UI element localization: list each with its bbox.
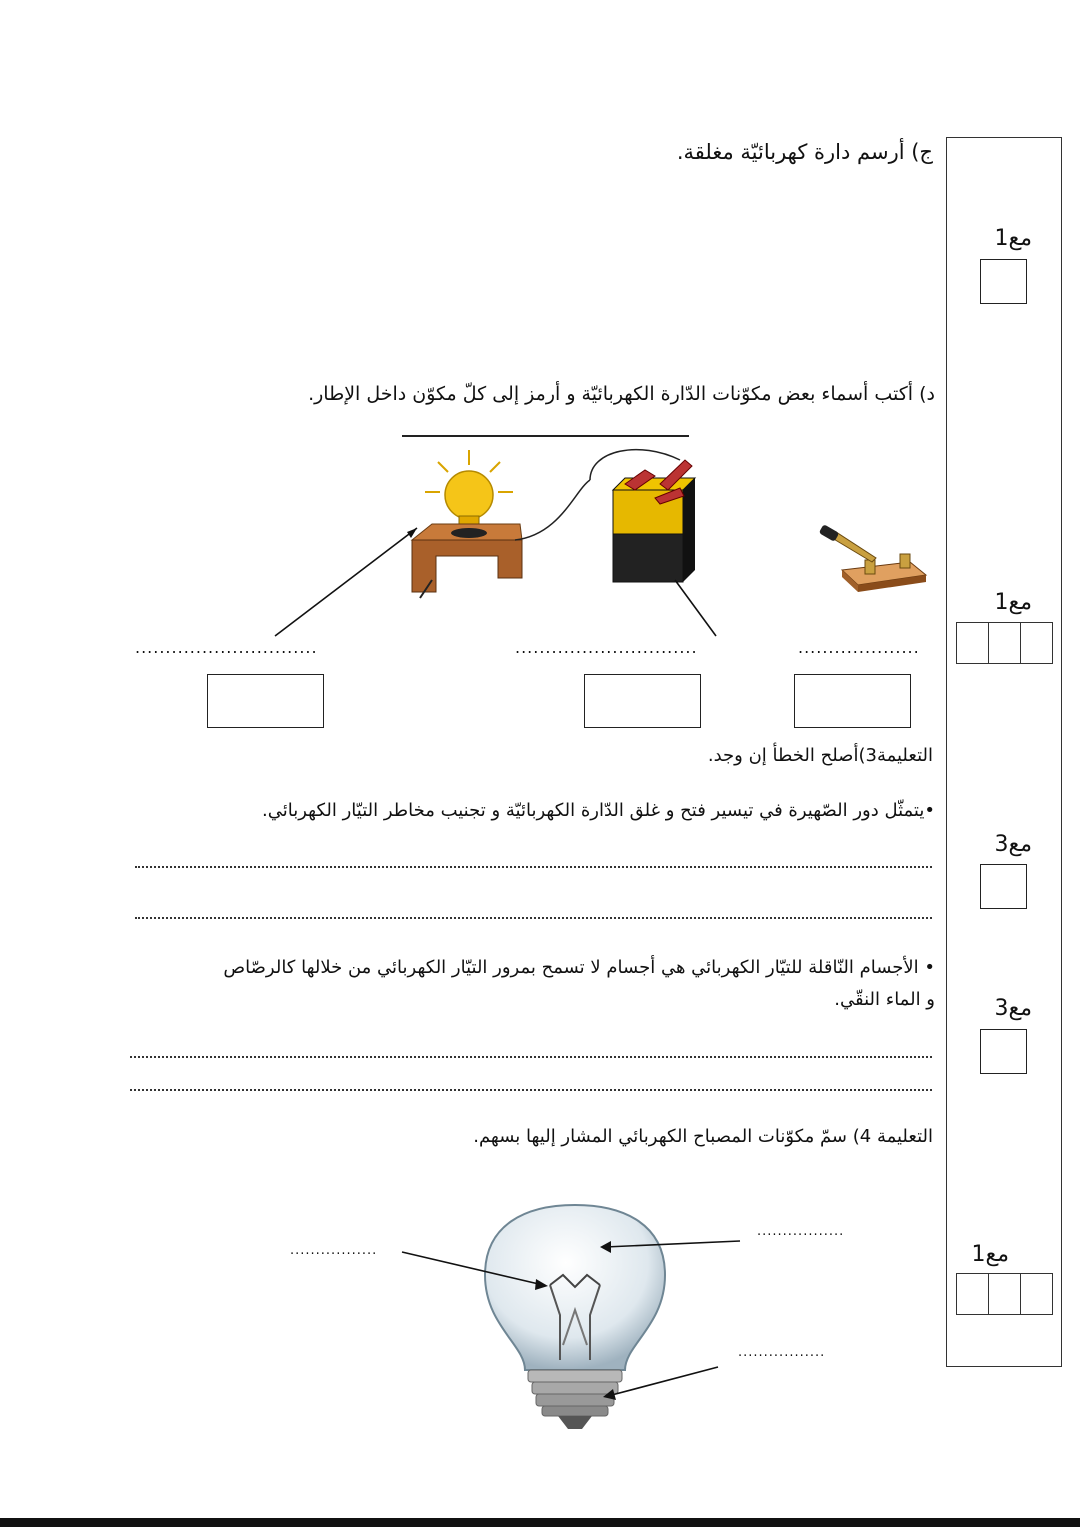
score-box[interactable]	[980, 1029, 1027, 1074]
section-c-title: ج) أرسم دارة كهربائيّة مغلقة.	[676, 140, 933, 164]
answer-line-left[interactable]: ..............................	[135, 638, 318, 657]
criterion-label: مع3	[994, 832, 1032, 857]
criterion-label: مع1	[994, 226, 1032, 251]
section-d-title: د) أكتب أسماء بعض مكوّنات الدّارة الكهربائيّة و أرمز إلى كلّ مكوّن داخل الإطار.	[308, 383, 935, 405]
score-box[interactable]	[980, 864, 1027, 909]
instruction-3-bullet-2-line-2: و الماء النقّي.	[834, 989, 935, 1010]
score-grid[interactable]	[956, 1273, 1053, 1315]
score-grid[interactable]	[956, 622, 1053, 664]
symbol-frame-left[interactable]	[207, 674, 324, 728]
divider	[402, 435, 689, 437]
answer-line[interactable]	[135, 866, 932, 868]
circuit-components-illustration	[120, 440, 950, 650]
page-bottom-edge	[0, 1518, 1080, 1527]
grading-column	[946, 137, 1062, 1367]
lamp-holder-image	[412, 450, 590, 598]
criterion-label: مع3	[994, 996, 1032, 1021]
instruction-3-bullet-2-line-1: • الأجسام النّاقلة للتيّار الكهربائي هي أجسام لا تسمح بمرور التيّار الكهربائي من خلالها كالرصّاص	[223, 957, 935, 978]
symbol-frame-right[interactable]	[794, 674, 911, 728]
criterion-label: مع1	[994, 590, 1032, 615]
instruction-3-bullet-1: •يتمثّل دور الصّهيرة في تيسير فتح و غلق الدّارة الكهربائيّة و تجنيب مخاطر التيّار الكهربائي.	[262, 800, 935, 821]
bulb-answer-right-bottom[interactable]: .................	[738, 1345, 826, 1360]
answer-line[interactable]	[135, 917, 932, 919]
switch-image	[819, 524, 926, 592]
battery-image	[590, 450, 695, 582]
answer-line[interactable]	[130, 1089, 932, 1091]
bulb-answer-left[interactable]: .................	[290, 1243, 378, 1258]
answer-line[interactable]	[130, 1056, 932, 1058]
instruction-3-title: التعليمة3)أصلح الخطأ إن وجد.	[707, 745, 933, 766]
answer-line-middle[interactable]: ..............................	[515, 638, 698, 657]
criterion-label: مع1	[971, 1242, 1009, 1267]
pointer-line	[675, 580, 716, 636]
symbol-frame-middle[interactable]	[584, 674, 701, 728]
bulb-answer-right-top[interactable]: .................	[757, 1224, 845, 1239]
pointer-line	[275, 528, 417, 636]
score-box[interactable]	[980, 259, 1027, 304]
instruction-4-title: التعليمة 4) سمّ مكوّنات المصباح الكهربائي المشار إليها بسهم.	[473, 1126, 933, 1147]
answer-line-right[interactable]: ....................	[798, 638, 920, 657]
